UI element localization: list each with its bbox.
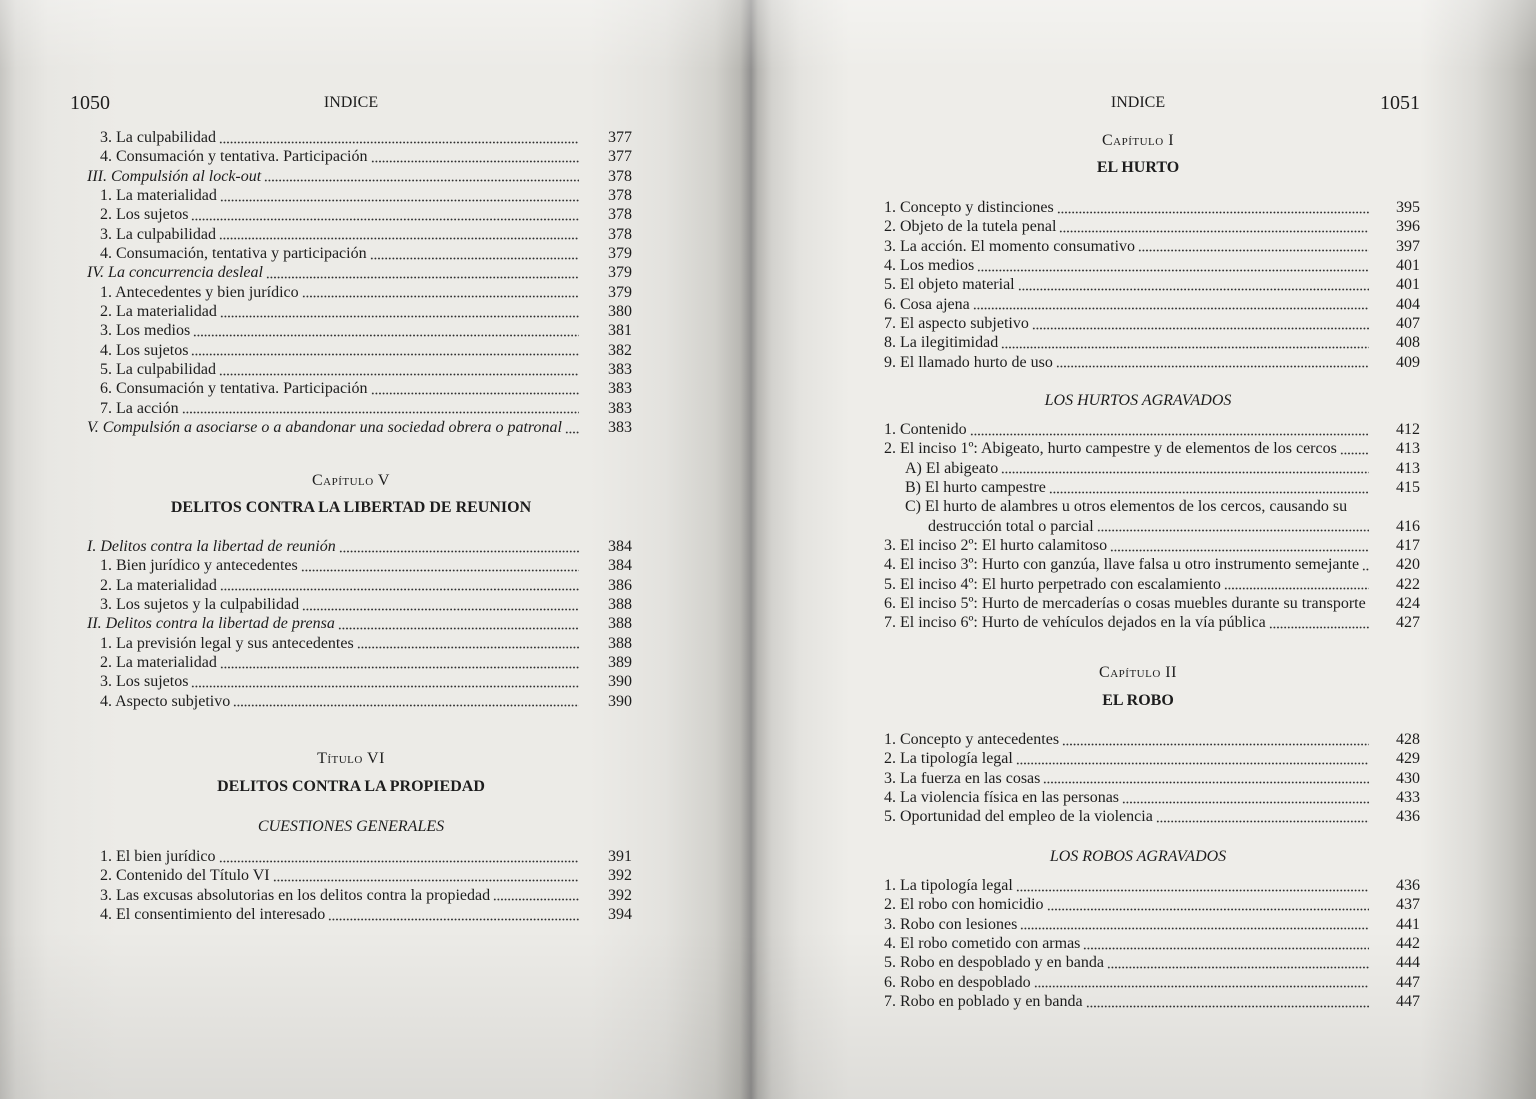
entry-page-number: 429	[1396, 750, 1420, 768]
dot-leader	[1107, 953, 1369, 972]
section-subtitle: LOS ROBOS AGRAVADOS	[1049, 848, 1227, 865]
toc-entry	[884, 934, 1420, 953]
dot-leader	[1032, 314, 1369, 333]
toc-list	[884, 876, 1420, 1011]
entry-label: 2. Los sujetos	[100, 206, 189, 224]
entry-label: 3. Los sujetos	[100, 673, 189, 691]
entry-page-number: 389	[608, 653, 632, 671]
dot-leader	[1097, 517, 1369, 536]
entry-page-number: 417	[1396, 536, 1420, 554]
toc-entry	[87, 847, 632, 866]
toc-entry	[87, 905, 632, 924]
toc-list	[87, 128, 632, 437]
entry-label: 2. El inciso 1º: Abigeato, hurto campestre y de elementos de los cercos	[884, 440, 1337, 458]
entry-page-number: 383	[608, 399, 632, 417]
toc-entry	[87, 360, 632, 379]
entry-label: 1. Contenido	[884, 421, 967, 438]
dot-leader	[219, 128, 579, 147]
toc-entry	[87, 634, 632, 653]
dot-leader	[357, 634, 579, 653]
chapter-title: EL HURTO	[1096, 159, 1180, 176]
entry-page-number: 409	[1396, 353, 1420, 371]
toc-entry	[884, 992, 1420, 1011]
entry-label: 5. Oportunidad del empleo de la violencia	[884, 808, 1153, 826]
dot-leader	[191, 205, 579, 224]
toc-entry	[884, 594, 1420, 613]
dot-leader	[370, 244, 579, 263]
toc-entry	[884, 439, 1420, 458]
chapter-label: Capítulo I	[1101, 132, 1175, 149]
dot-leader	[1034, 973, 1369, 992]
toc-entry	[87, 672, 632, 691]
entry-label: destrucción total o parcial	[928, 517, 1094, 535]
entry-page-number: 424	[1396, 594, 1420, 612]
entry-page-number: 447	[1396, 973, 1420, 991]
dot-leader	[977, 256, 1369, 275]
toc-entry	[87, 653, 632, 672]
dot-leader	[1059, 217, 1369, 236]
toc-section-entry	[87, 418, 632, 437]
entry-page-number: 378	[608, 167, 632, 185]
dot-leader	[1001, 459, 1369, 478]
dot-leader	[371, 147, 580, 166]
entry-label: 7. El inciso 6º: Hurto de vehículos dejados en la vía pública	[884, 614, 1266, 632]
right-page	[768, 0, 1536, 1099]
entry-label: 9. El llamado hurto de uso	[884, 353, 1053, 371]
dot-leader	[220, 576, 579, 595]
toc-entry	[884, 575, 1420, 594]
entry-label: 6. El inciso 5º: Hurto de mercaderías o cosas muebles durante su transporte	[884, 594, 1366, 612]
toc-entry	[87, 866, 632, 885]
entry-page-number: 377	[608, 148, 632, 166]
entry-page-number: 379	[608, 283, 632, 301]
entry-page-number: 413	[1396, 459, 1420, 477]
running-head: INDICE	[1110, 94, 1166, 111]
toc-entry	[884, 807, 1420, 826]
entry-label: 2. La materialidad	[100, 302, 217, 320]
dot-leader	[339, 537, 579, 556]
entry-page-number: 433	[1396, 788, 1420, 806]
toc-entry	[87, 321, 632, 340]
toc-entry	[884, 730, 1420, 749]
dot-leader	[301, 556, 579, 575]
entry-page-number: 436	[1396, 877, 1420, 894]
toc-entry	[884, 295, 1420, 314]
toc-entry	[87, 379, 632, 398]
dot-leader	[219, 360, 579, 379]
toc-entry	[87, 341, 632, 360]
dot-leader	[1269, 613, 1369, 632]
toc-list	[884, 420, 1420, 633]
toc-section-entry	[87, 614, 632, 633]
entry-label: 5. La culpabilidad	[100, 360, 216, 378]
entry-page-number: 388	[608, 634, 632, 652]
dot-leader	[371, 379, 580, 398]
toc-list	[884, 730, 1420, 827]
entry-label: 3. Robo con lesiones	[884, 915, 1018, 933]
toc-entry	[884, 275, 1420, 294]
dot-leader	[233, 692, 579, 711]
entry-page-number: 388	[608, 615, 632, 633]
toc-entry	[87, 128, 632, 147]
entry-label: 4. El inciso 3º: Hurto con ganzúa, llave falsa u otro instrumento semejante	[884, 556, 1360, 574]
entry-page-number: 447	[1396, 992, 1420, 1010]
entry-label: A) El abigeato	[905, 459, 999, 477]
entry-page-number: 391	[608, 848, 632, 865]
dot-leader	[565, 418, 579, 437]
entry-label: 7. Robo en poblado y en banda	[884, 992, 1083, 1010]
dot-leader	[264, 167, 579, 186]
dot-leader	[1340, 439, 1369, 458]
entry-label: 3. La culpabilidad	[100, 129, 216, 146]
entry-label: III. Compulsión al lock-out	[87, 167, 262, 185]
dot-leader	[219, 225, 579, 244]
entry-page-number: 442	[1396, 934, 1420, 952]
entry-page-number: 395	[1396, 199, 1420, 216]
entry-label: 5. Robo en despoblado y en banda	[884, 954, 1104, 972]
entry-label: 1. La materialidad	[100, 186, 217, 204]
toc-entry	[884, 769, 1420, 788]
entry-label: 6. Robo en despoblado	[884, 973, 1031, 991]
entry-page-number: 379	[608, 264, 632, 282]
entry-label: 4. Los sujetos	[100, 341, 189, 359]
toc-section-entry	[87, 167, 632, 186]
entry-page-number: 390	[608, 673, 632, 691]
dot-leader	[338, 614, 579, 633]
entry-page-number: 413	[1396, 440, 1420, 458]
toc-entry	[884, 256, 1420, 275]
entry-page-number: 412	[1396, 421, 1420, 438]
entry-label: 3. Los sujetos y la culpabilidad	[100, 595, 300, 613]
entry-label: 4. Consumación, tentativa y participación	[100, 244, 367, 262]
toc-entry	[87, 186, 632, 205]
dot-leader	[1083, 934, 1369, 953]
entry-label: 2. La materialidad	[100, 653, 217, 671]
entry-label: C) El hurto de alambres u otros elementos de los cercos, causando su	[905, 498, 1348, 516]
entry-page-number: 378	[608, 186, 632, 204]
dot-leader	[302, 595, 579, 614]
entry-page-number: 415	[1396, 478, 1420, 496]
toc-entry	[87, 225, 632, 244]
dot-leader	[1001, 333, 1369, 352]
dot-leader	[1110, 536, 1369, 555]
entry-label: V. Compulsión a asociarse o a abandonar una sociedad obrera o patronal	[87, 418, 562, 436]
entry-label: 2. Contenido del Título VI	[100, 867, 270, 885]
entry-label: 2. Objeto de la tutela penal	[884, 218, 1057, 236]
toc-entry	[884, 536, 1420, 555]
chapter-label: Capítulo II	[1099, 664, 1177, 681]
entry-page-number: 381	[608, 322, 632, 340]
entry-label: 2. La materialidad	[100, 576, 217, 594]
entry-label: 4. Aspecto subjetivo	[100, 692, 231, 710]
toc-entry	[884, 555, 1420, 574]
entry-label: 3. El inciso 2º: El hurto calamitoso	[884, 536, 1108, 554]
entry-label: B) El hurto campestre	[905, 478, 1046, 496]
dot-leader	[302, 283, 579, 302]
entry-label: 4. Los medios	[884, 256, 975, 274]
dot-leader	[1086, 992, 1369, 1011]
entry-page-number: 397	[1396, 237, 1420, 255]
entry-page-number: 437	[1396, 896, 1420, 914]
dot-leader	[1043, 769, 1369, 788]
dot-leader	[1122, 788, 1369, 807]
dot-leader	[273, 866, 579, 885]
toc-entry	[884, 217, 1420, 236]
toc-entry	[884, 915, 1420, 934]
toc-entry	[884, 788, 1420, 807]
dot-leader	[1018, 275, 1369, 294]
toc-entry	[884, 895, 1420, 914]
toc-list	[87, 847, 632, 924]
entry-label: 7. El aspecto subjetivo	[884, 314, 1029, 332]
dot-leader	[191, 341, 579, 360]
dot-leader	[1156, 807, 1369, 826]
entry-label: 2. El robo con homicidio	[884, 896, 1044, 914]
entry-label: 3. Las excusas absolutorias en los delitos contra la propiedad	[100, 886, 491, 904]
toc-entry	[87, 283, 632, 302]
entry-label: 8. La ilegitimidad	[884, 334, 999, 352]
dot-leader	[1016, 876, 1369, 895]
entry-page-number: 416	[1396, 517, 1420, 535]
entry-page-number: 394	[608, 905, 632, 923]
dot-leader	[1020, 915, 1369, 934]
entry-label: 1. La previsión legal y sus antecedentes	[100, 634, 354, 652]
toc-entry	[87, 147, 632, 166]
entry-label: 4. La violencia física en las personas	[884, 788, 1120, 806]
dot-leader	[1062, 730, 1369, 749]
entry-page-number: 384	[608, 557, 632, 575]
running-head: INDICE	[323, 94, 379, 111]
entry-label: 2. La tipología legal	[884, 750, 1013, 768]
toc-entry	[884, 333, 1420, 352]
dot-leader	[219, 847, 579, 866]
entry-page-number: 388	[608, 595, 632, 613]
toc-entry	[884, 353, 1420, 372]
entry-page-number: 383	[608, 380, 632, 398]
dot-leader	[1138, 237, 1369, 256]
dot-leader	[1056, 353, 1369, 372]
entry-page-number: 408	[1396, 334, 1420, 352]
chapter-title: DELITOS CONTRA LA LIBERTAD DE REUNION	[170, 499, 532, 516]
entry-page-number: 386	[608, 576, 632, 594]
dot-leader	[266, 263, 579, 282]
entry-label: 4. Consumación y tentativa. Participación	[100, 148, 368, 166]
entry-label: 1. La tipología legal	[884, 877, 1013, 894]
toc-entry	[87, 244, 632, 263]
dot-leader	[193, 321, 579, 340]
entry-page-number: 430	[1396, 769, 1420, 787]
entry-label: 3. La culpabilidad	[100, 225, 216, 243]
chapter-label: Capítulo V	[312, 472, 390, 489]
entry-page-number: 436	[1396, 808, 1420, 826]
entry-label: 1. El bien jurídico	[100, 848, 216, 865]
toc-entry	[87, 886, 632, 905]
dot-leader	[220, 302, 579, 321]
entry-page-number: 396	[1396, 218, 1420, 236]
entry-label: I. Delitos contra la libertad de reunión	[87, 538, 336, 555]
entry-page-number: 401	[1396, 276, 1420, 294]
toc-section-entry	[87, 263, 632, 282]
entry-page-number: 383	[608, 360, 632, 378]
entry-page-number: 427	[1396, 614, 1420, 632]
toc-entry	[87, 302, 632, 321]
toc-entry	[884, 953, 1420, 972]
entry-label: IV. La concurrencia desleal	[87, 264, 263, 282]
dot-leader	[1049, 478, 1369, 497]
dot-leader	[1047, 895, 1369, 914]
entry-page-number: 392	[608, 867, 632, 885]
entry-page-number: 420	[1396, 556, 1420, 574]
page-number: 1050	[70, 92, 110, 114]
dot-leader	[182, 399, 579, 418]
entry-page-number: 380	[608, 302, 632, 320]
toc-entry	[884, 237, 1420, 256]
toc-entry	[884, 198, 1420, 217]
toc-entry	[884, 613, 1420, 632]
entry-page-number: 390	[608, 692, 632, 710]
toc-subentry	[884, 459, 1420, 478]
entry-page-number: 428	[1396, 731, 1420, 748]
toc-subentry	[884, 478, 1420, 497]
dot-leader	[220, 653, 579, 672]
toc-entry	[884, 420, 1420, 439]
dot-leader	[1016, 749, 1369, 768]
entry-label: 1. Antecedentes y bien jurídico	[100, 283, 299, 301]
entry-label: II. Delitos contra la libertad de prensa	[87, 615, 335, 633]
dot-leader	[1362, 555, 1369, 574]
entry-label: 1. Bien jurídico y antecedentes	[100, 557, 298, 575]
entry-page-number: 379	[608, 244, 632, 262]
toc-list	[884, 198, 1420, 372]
entry-label: 4. El robo cometido con armas	[884, 934, 1081, 952]
entry-page-number: 422	[1396, 575, 1420, 593]
section-subtitle: CUESTIONES GENERALES	[257, 818, 445, 835]
entry-label: 6. Consumación y tentativa. Participación	[100, 380, 368, 398]
entry-page-number: 378	[608, 225, 632, 243]
toc-list	[87, 537, 632, 711]
toc-subentry	[884, 497, 1420, 516]
dot-leader	[1224, 575, 1369, 594]
entry-label: 1. Concepto y antecedentes	[884, 731, 1060, 748]
toc-entry	[884, 876, 1420, 895]
entry-page-number: 383	[608, 418, 632, 436]
entry-page-number: 377	[608, 129, 632, 146]
entry-page-number: 378	[608, 206, 632, 224]
chapter-title: EL ROBO	[1102, 692, 1174, 709]
dot-leader	[191, 672, 579, 691]
entry-page-number: 441	[1396, 915, 1420, 933]
toc-entry	[884, 973, 1420, 992]
dot-leader	[328, 905, 579, 924]
dot-leader	[220, 186, 579, 205]
entry-page-number: 392	[608, 886, 632, 904]
entry-label: 3. La acción. El momento consumativo	[884, 237, 1136, 255]
entry-label: 4. El consentimiento del interesado	[100, 905, 326, 923]
entry-label: 5. El objeto material	[884, 276, 1015, 294]
dot-leader	[970, 420, 1369, 439]
toc-entry	[884, 749, 1420, 768]
title-label: Título VI	[317, 750, 385, 767]
dot-leader	[973, 295, 1369, 314]
dot-leader	[1057, 198, 1369, 217]
entry-page-number: 404	[1396, 295, 1420, 313]
toc-subentry-continuation	[884, 517, 1420, 536]
title-heading: DELITOS CONTRA LA PROPIEDAD	[217, 778, 485, 795]
toc-entry	[87, 595, 632, 614]
toc-entry	[884, 314, 1420, 333]
dot-leader	[493, 886, 579, 905]
toc-entry	[87, 692, 632, 711]
toc-entry	[87, 399, 632, 418]
entry-label: 7. La acción	[100, 399, 179, 417]
toc-entry	[87, 576, 632, 595]
entry-page-number: 384	[608, 538, 632, 555]
entry-page-number: 401	[1396, 256, 1420, 274]
entry-page-number: 382	[608, 341, 632, 359]
entry-label: 3. Los medios	[100, 322, 191, 340]
entry-page-number: 407	[1396, 314, 1420, 332]
page-number: 1051	[1380, 92, 1420, 114]
section-subtitle: LOS HURTOS AGRAVADOS	[1044, 392, 1232, 409]
toc-entry	[87, 556, 632, 575]
entry-label: 5. El inciso 4º: El hurto perpetrado con escalamiento	[884, 575, 1221, 593]
toc-entry	[87, 205, 632, 224]
entry-label: 1. Concepto y distinciones	[884, 199, 1054, 216]
entry-page-number: 444	[1396, 954, 1420, 972]
entry-label: 3. La fuerza en las cosas	[884, 769, 1041, 787]
toc-section-entry	[87, 537, 632, 556]
entry-label: 6. Cosa ajena	[884, 295, 970, 313]
